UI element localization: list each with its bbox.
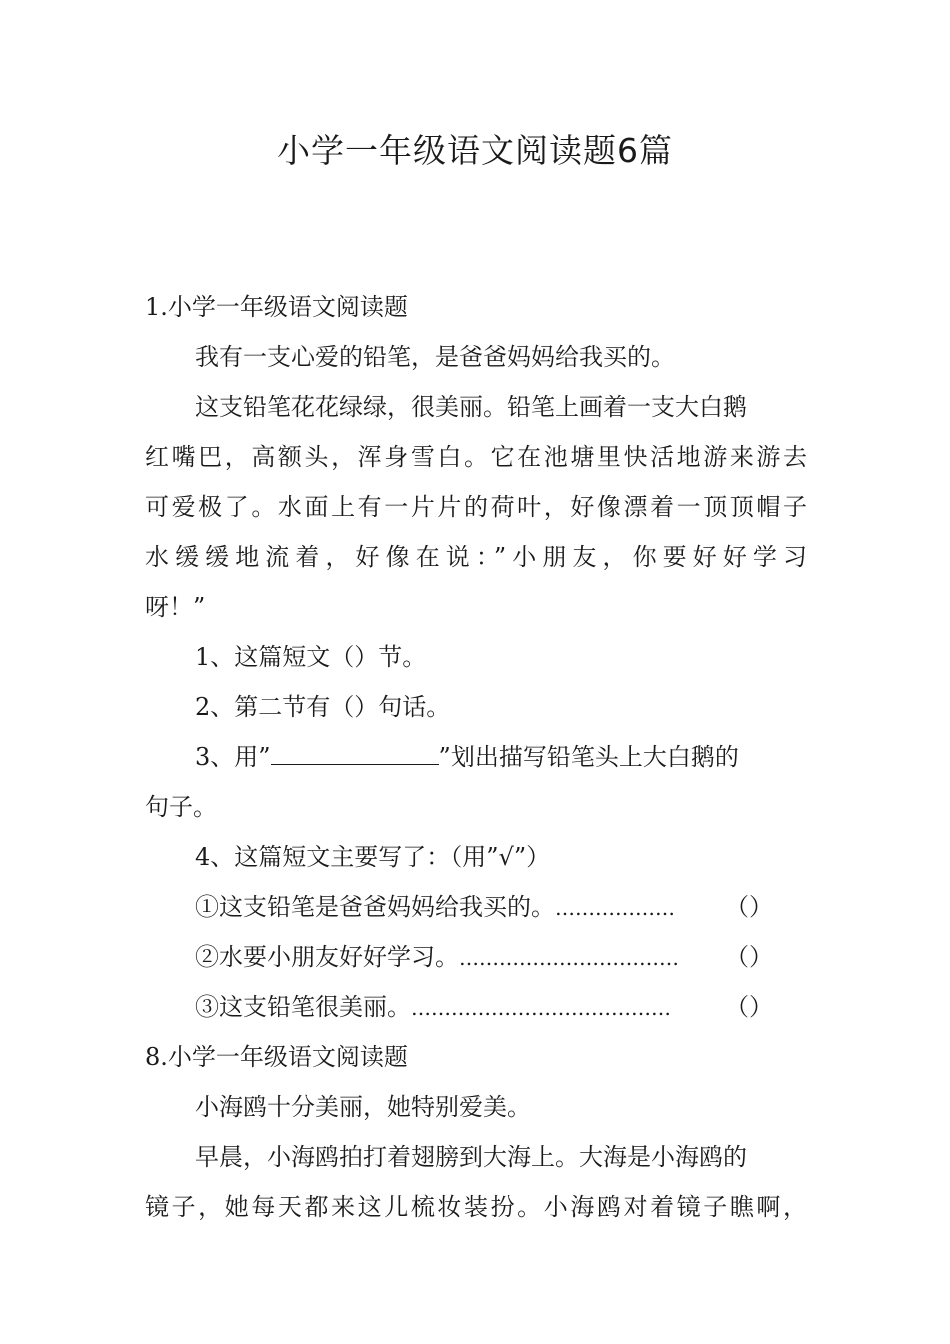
document-body <box>145 282 807 1232</box>
document-title: 小学一年级语文阅读题6篇 <box>277 131 673 170</box>
question-3 <box>145 732 807 782</box>
question-4: 4、这篇短文主要写了：（用”√”） <box>195 843 551 871</box>
answer-blank[interactable] <box>271 744 439 765</box>
option-row <box>145 982 807 1032</box>
option-row <box>145 882 807 932</box>
paragraph: 我有一支心爱的铅笔，是爸爸妈妈给我买的。 <box>195 343 675 371</box>
question-1: 1、这篇短文（）节。 <box>195 643 427 671</box>
paragraph-line: 可爱极了。水面上有一片片的荷叶，好像漂着一顶顶帽子 <box>145 493 807 521</box>
leader-dots: ………………………………… <box>411 996 671 1020</box>
leader-dots: …………………………… <box>459 946 679 970</box>
paragraph-line: 呀！” <box>145 593 206 621</box>
question-2: 2、第二节有（）句话。 <box>195 693 451 721</box>
leader-dots: ……………… <box>555 896 675 920</box>
paragraph-line: 镜子，她每天都来这儿梳妆装扮。小海鸥对着镜子瞧啊， <box>145 1193 807 1221</box>
paragraph-line: 早晨，小海鸥拍打着翅膀到大海上。大海是小海鸥的 <box>195 1143 747 1171</box>
option-text: ③这支铅笔很美丽。 <box>195 993 411 1021</box>
option-text: ①这支铅笔是爸爸妈妈给我买的。 <box>195 893 555 921</box>
question-3-continuation: 句子。 <box>145 793 217 821</box>
section-heading: 8.小学一年级语文阅读题 <box>145 1043 408 1071</box>
paragraph-line: 红嘴巴，高额头，浑身雪白。它在池塘里快活地游来游去 <box>145 443 807 471</box>
paragraph-line: 这支铅笔花花绿绿，很美丽。铅笔上画着一支大白鹅 <box>195 393 747 421</box>
paragraph: 小海鸥十分美丽，她特别爱美。 <box>195 1093 531 1121</box>
question-3-suffix: ”划出描写铅笔头上大白鹅的 <box>438 743 739 771</box>
option-text: ②水要小朋友好好学习。 <box>195 943 459 971</box>
answer-parentheses[interactable]: （） <box>725 943 773 971</box>
answer-parentheses[interactable]: （） <box>725 893 773 921</box>
question-3-prefix: 3、用” <box>195 743 271 771</box>
answer-parentheses[interactable]: （） <box>725 993 773 1021</box>
paragraph-line: 水缓缓地流着，好像在说：”小朋友，你要好好学习 <box>145 543 807 571</box>
section-heading: 1.小学一年级语文阅读题 <box>145 293 408 321</box>
option-row <box>145 932 807 982</box>
